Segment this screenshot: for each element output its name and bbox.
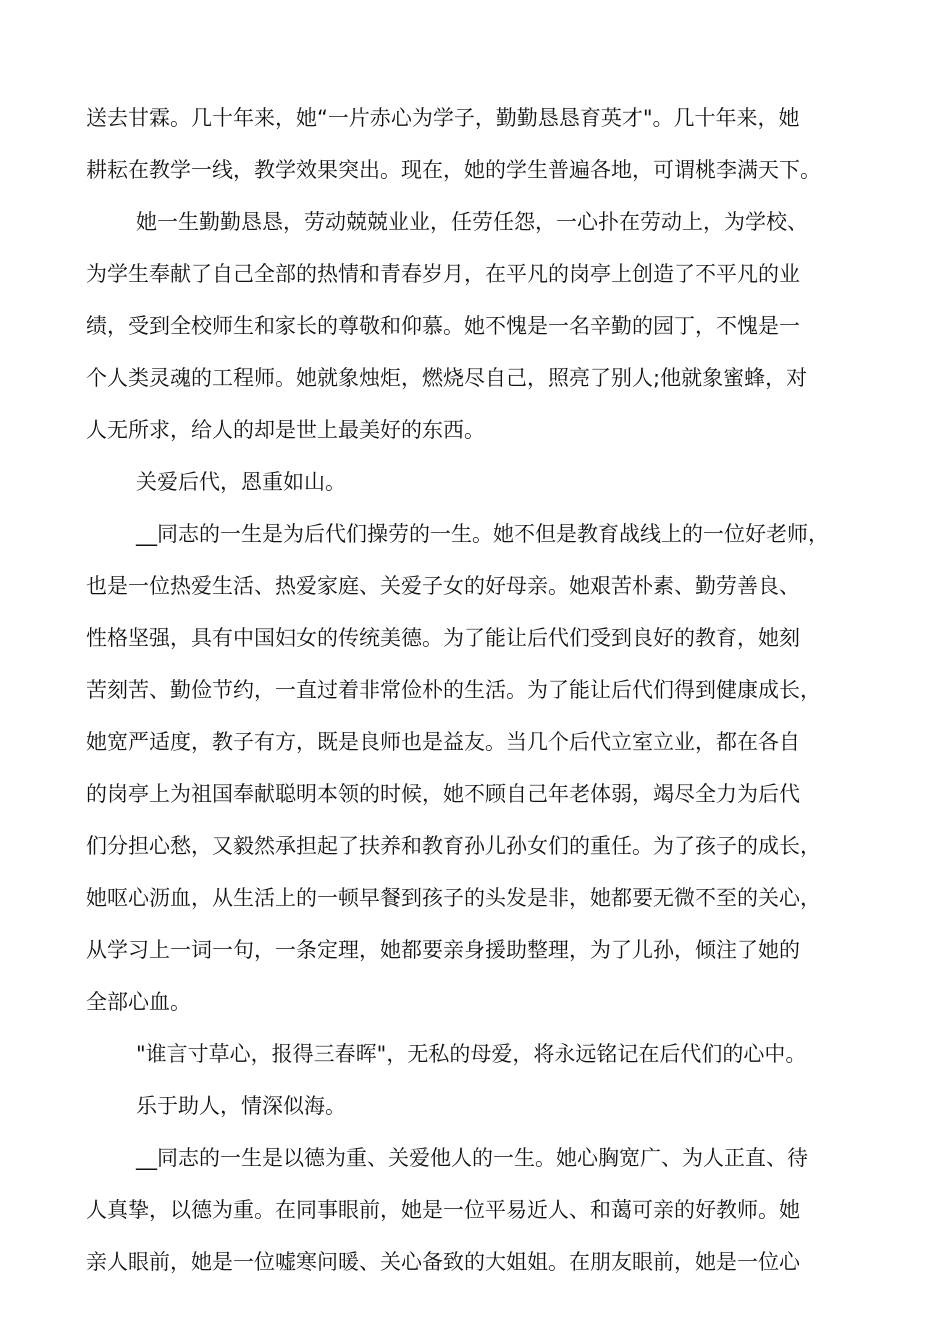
- text-line-7: 人无所求，给人的却是世上最美好的东西。: [86, 418, 485, 442]
- text-line-1: 送去甘霖。几十年来，她“一片赤心为学子，勤勤恳恳育英才"。几十年来，她: [86, 106, 800, 130]
- text-line-6: 个人类灵魂的工程师。她就象烛炬，燃烧尽自己，照亮了别人;他就象蜜蜂，对: [86, 366, 808, 390]
- text-line-22: 人真挚，以德为重。在同事眼前，她是一位平易近人、和蔼可亲的好教师。她: [86, 1198, 800, 1222]
- text-line-21: __同志的一生是以德为重、关爱他人的一生。她心胸宽广、为人正直、待: [136, 1146, 808, 1170]
- body-text: [86, 92, 866, 1288]
- text-line-16: 她呕心沥血，从生活上的一顿早餐到孩子的头发是非，她都要无微不至的关心，: [86, 886, 821, 910]
- text-line-2: 耕耘在教学一线，教学效果突出。现在，她的学生普遍各地，可谓桃李满天下。: [86, 158, 821, 182]
- text-line-12: 苦刻苦、勤俭节约，一直过着非常俭朴的生活。为了能让后代们得到健康成长，: [86, 678, 821, 702]
- text-line-3: 她一生勤勤恳恳，劳动兢兢业业，任劳任怨，一心扑在劳动上，为学校、: [136, 210, 808, 234]
- text-line-10: 也是一位热爱生活、热爱家庭、关爱子女的好母亲。她艰苦朴素、勤劳善良、: [86, 574, 800, 598]
- text-line-13: 她宽严适度，教子有方，既是良师也是益友。当几个后代立室立业，都在各自: [86, 730, 800, 754]
- text-line-4: 为学生奉献了自己全部的热情和青春岁月，在平凡的岗亭上创造了不平凡的业: [86, 262, 800, 286]
- section-heading-helping: 乐于助人，情深似海。: [136, 1094, 346, 1118]
- text-line-18: 全部心血。: [86, 990, 191, 1014]
- text-line-11: 性格坚强，具有中国妇女的传统美德。为了能让后代们受到良好的教育，她刻: [86, 626, 800, 650]
- text-line-23: 亲人眼前，她是一位嘘寒问暖、关心备致的大姐姐。在朋友眼前，她是一位心: [86, 1250, 800, 1274]
- text-line-17: 从学习上一词一句，一条定理，她都要亲身援助整理，为了儿孙，倾注了她的: [86, 938, 800, 962]
- quote-line: "谁言寸草心，报得三春晖"，无私的母爱，将永远铭记在后代们的心中。: [136, 1042, 807, 1066]
- text-line-14: 的岗亭上为祖国奉献聪明本领的时候，她不顾自己年老体弱，竭尽全力为后代: [86, 782, 800, 806]
- text-line-9: __同志的一生是为后代们操劳的一生。她不但是教育战线上的一位好老师，: [136, 522, 829, 546]
- section-heading-care: 关爱后代，恩重如山。: [136, 470, 346, 494]
- text-line-5: 绩，受到全校师生和家长的尊敬和仰慕。她不愧是一名辛勤的园丁，不愧是一: [86, 314, 800, 338]
- text-line-15: 们分担心愁，又毅然承担起了扶养和教育孙儿孙女们的重任。为了孩子的成长，: [86, 834, 821, 858]
